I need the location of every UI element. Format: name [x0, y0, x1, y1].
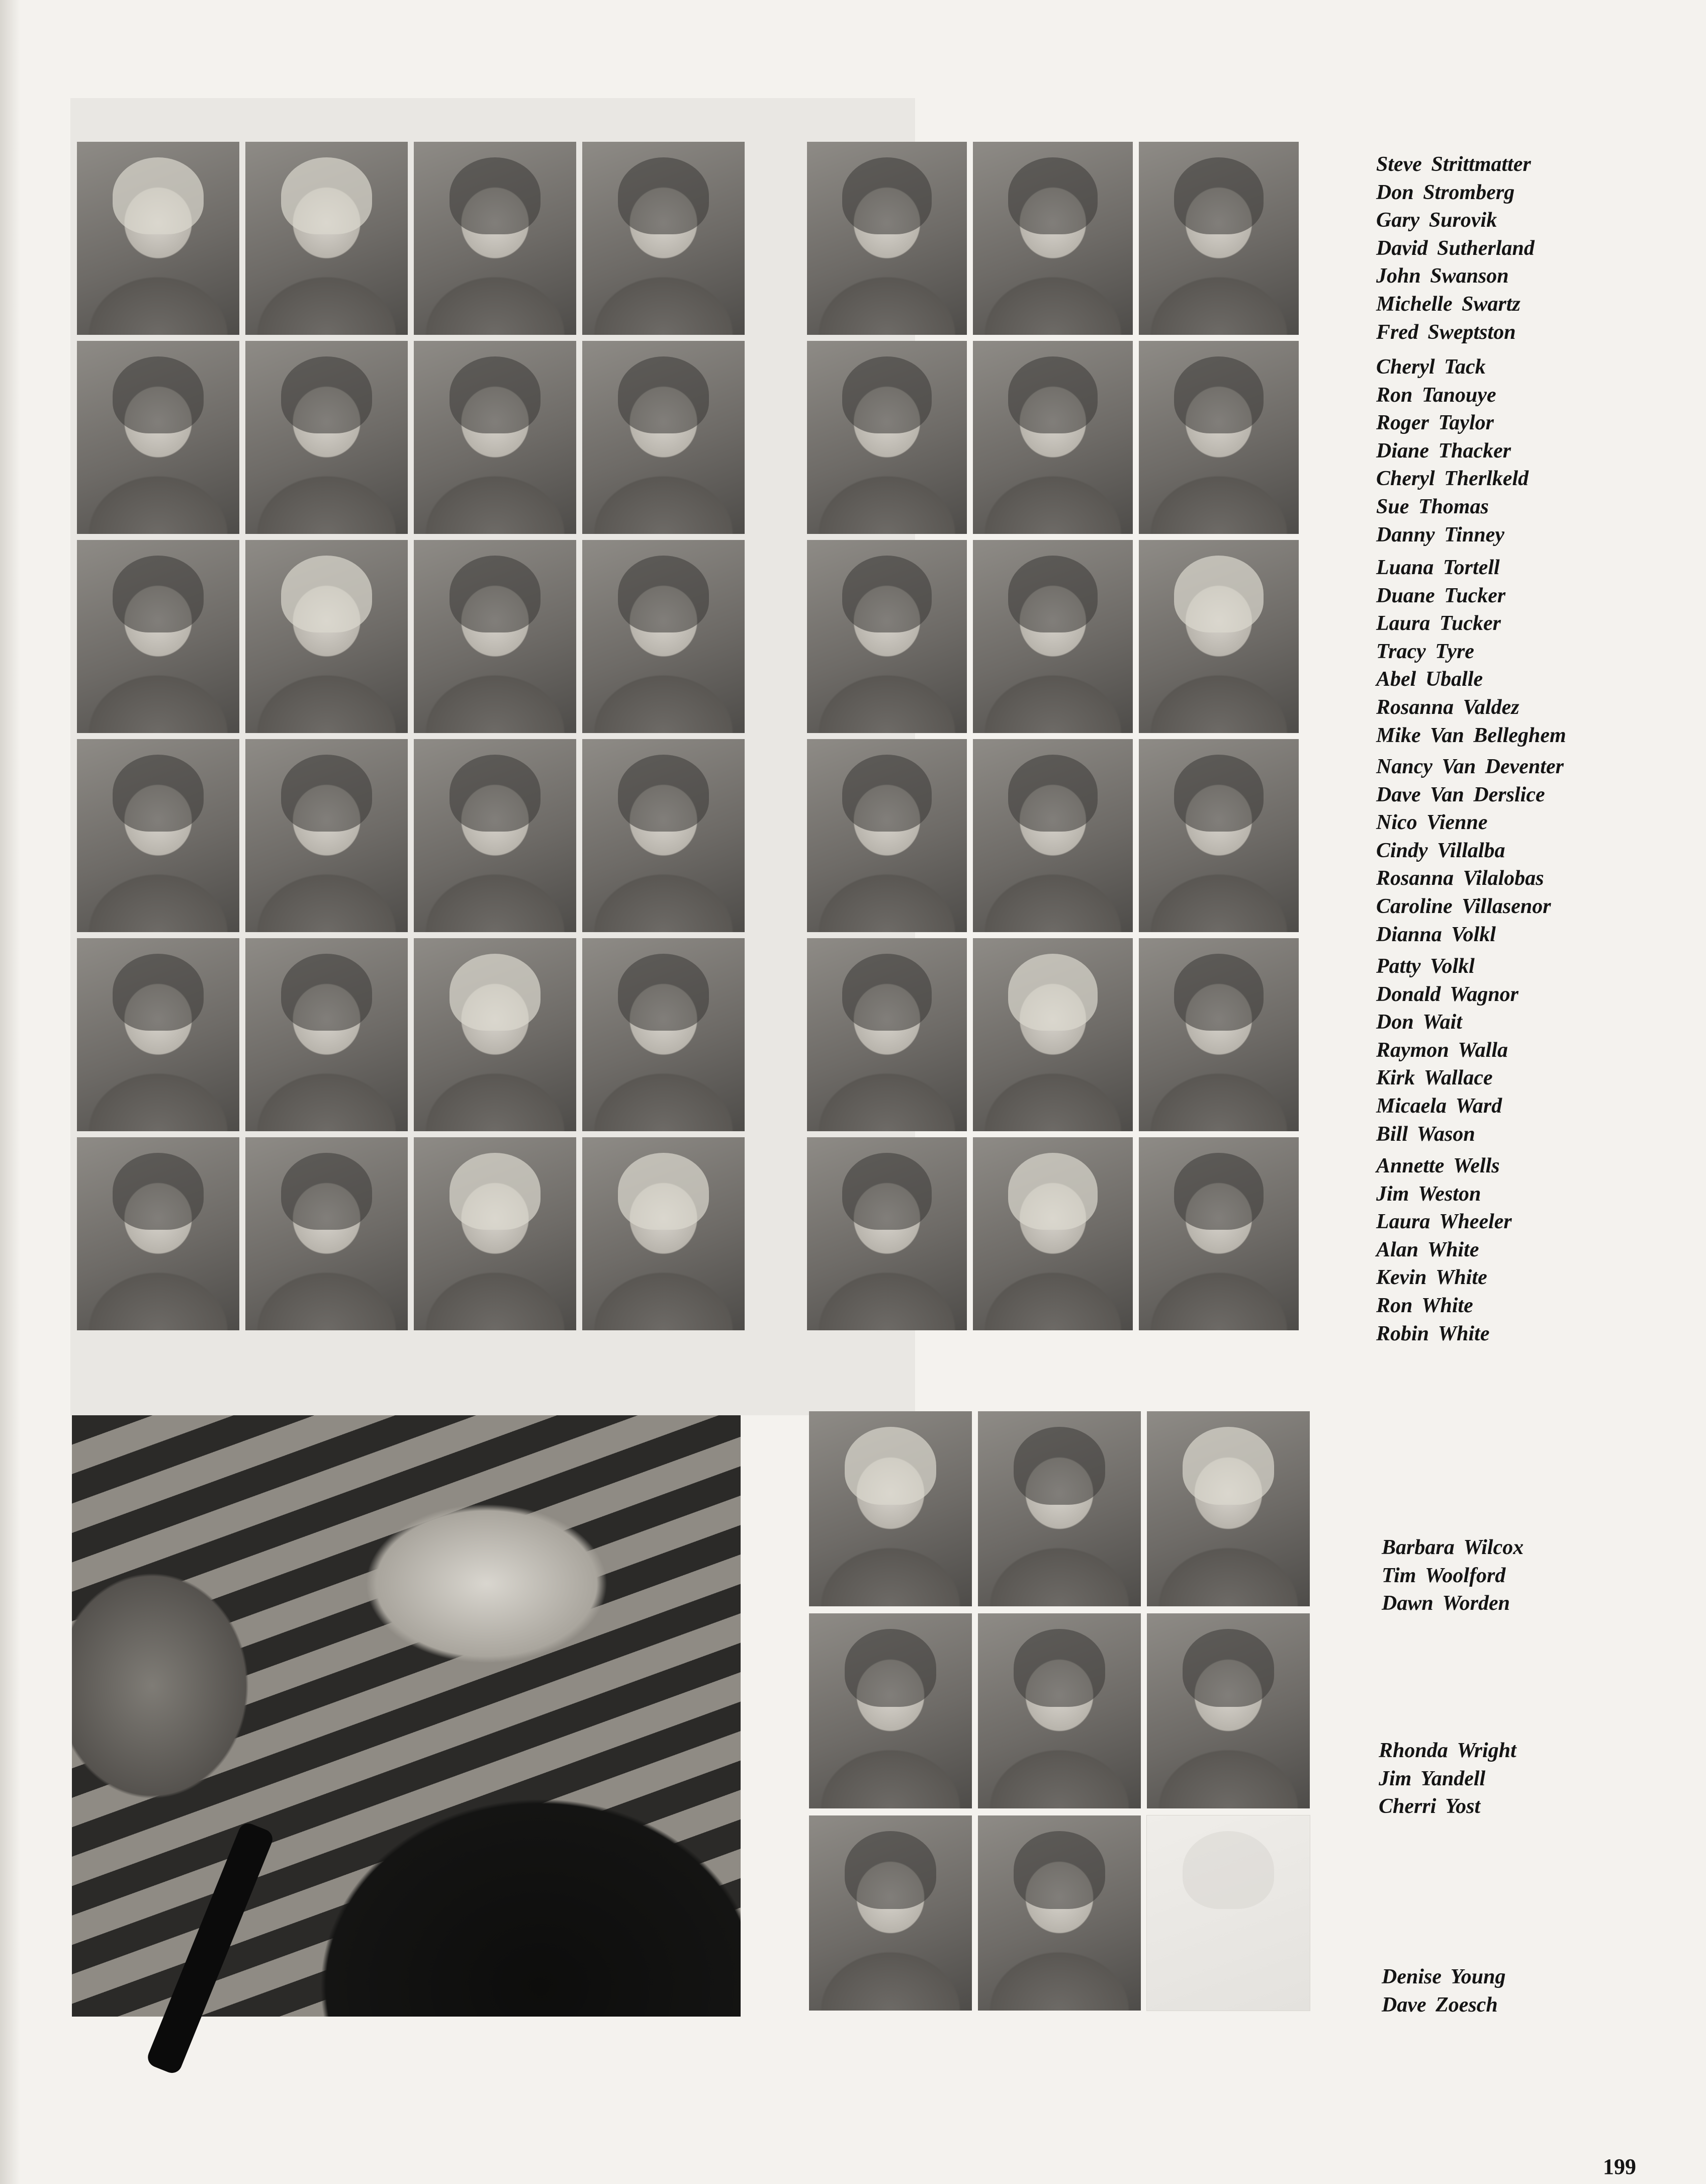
portrait-hair-shape — [842, 356, 932, 434]
portrait-hair-shape — [842, 954, 932, 1031]
portrait-hair-shape — [1174, 157, 1264, 235]
student-name: Alan White — [1376, 1238, 1479, 1261]
portrait-hair-shape — [845, 1629, 936, 1707]
student-portrait — [77, 1137, 239, 1330]
student-name: Tracy Tyre — [1376, 640, 1474, 663]
student-portrait — [807, 142, 967, 335]
student-name: Annette Wells — [1376, 1154, 1500, 1177]
portrait-hair-shape — [1014, 1629, 1105, 1707]
portrait-hair-shape — [842, 157, 932, 235]
student-portrait — [973, 142, 1133, 335]
portrait-hair-shape — [450, 157, 541, 235]
names-group-2 — [1376, 353, 1529, 549]
student-name: Robin White — [1376, 1322, 1490, 1345]
student-name: Rosanna Vilalobas — [1376, 867, 1544, 890]
student-name: Rhonda Wright — [1379, 1739, 1516, 1762]
student-name: Nico Vienne — [1376, 811, 1488, 835]
student-portrait — [1139, 1137, 1299, 1330]
student-name: John Swanson — [1376, 264, 1509, 288]
portrait-hair-shape — [1014, 1831, 1105, 1909]
portrait-hair-shape — [1014, 1427, 1105, 1505]
portrait-hair-shape — [113, 157, 204, 235]
portrait-hair-shape — [281, 157, 372, 235]
student-name: Barbara Wilcox — [1382, 1536, 1524, 1559]
student-name: Diane Thacker — [1376, 439, 1511, 463]
student-name: Mike Van Belleghem — [1376, 723, 1566, 747]
student-name: Donald Wagnor — [1376, 982, 1519, 1006]
student-name: Patty Volkl — [1376, 955, 1475, 978]
portrait-hair-shape — [450, 954, 541, 1031]
portrait-hair-shape — [618, 356, 709, 434]
student-name: Raymon Walla — [1376, 1038, 1508, 1062]
portrait-hair-shape — [618, 755, 709, 832]
student-portrait — [807, 540, 967, 733]
student-portrait — [978, 1613, 1141, 1808]
portrait-hair-shape — [1008, 755, 1098, 832]
portrait-hair-shape — [1008, 1153, 1098, 1230]
names-group-7 — [1382, 1534, 1523, 1618]
student-name: Micaela Ward — [1376, 1094, 1502, 1118]
student-name: Rosanna Valdez — [1376, 695, 1519, 719]
names-group-5 — [1376, 953, 1518, 1148]
student-name: Laura Tucker — [1376, 612, 1501, 635]
student-portrait — [582, 1137, 745, 1330]
student-name: Fred Sweptston — [1376, 320, 1516, 344]
student-name: Nancy Van Deventer — [1376, 755, 1564, 778]
portrait-hair-shape — [450, 356, 541, 434]
student-portrait — [973, 1137, 1133, 1330]
portrait-hair-shape — [1183, 1427, 1274, 1505]
portrait-hair-shape — [1008, 954, 1098, 1031]
student-name: Gary Surovik — [1376, 209, 1497, 232]
portrait-hair-shape — [113, 755, 204, 832]
student-portrait — [582, 341, 745, 534]
student-portrait — [245, 1137, 408, 1330]
student-name: Denise Young — [1382, 1965, 1506, 1988]
portrait-hair-shape — [1174, 1153, 1264, 1230]
student-portrait — [414, 938, 576, 1131]
student-portrait — [1147, 1815, 1310, 2011]
names-group-3 — [1376, 554, 1566, 750]
student-name: Cherri Yost — [1379, 1795, 1481, 1818]
portrait-hair-shape — [281, 755, 372, 832]
portrait-hair-shape — [450, 1153, 541, 1230]
student-portrait — [582, 938, 745, 1131]
names-group-4 — [1376, 753, 1564, 949]
portrait-hair-shape — [842, 755, 932, 832]
student-portrait — [245, 540, 408, 733]
student-name: Abel Uballe — [1376, 668, 1483, 691]
portrait-hair-shape — [842, 556, 932, 633]
student-portrait — [582, 142, 745, 335]
student-name: Ron Tanouye — [1376, 383, 1496, 407]
student-name: Michelle Swartz — [1376, 292, 1520, 316]
page-number: 199 — [1603, 2154, 1636, 2179]
names-group-8 — [1379, 1737, 1516, 1821]
portrait-hair-shape — [450, 556, 541, 633]
student-portrait — [414, 739, 576, 932]
student-portrait — [809, 1815, 972, 2011]
student-name: Dave Zoesch — [1382, 1993, 1498, 2017]
student-portrait — [807, 739, 967, 932]
student-portrait — [1139, 938, 1299, 1131]
student-portrait — [809, 1613, 972, 1808]
student-portrait — [77, 142, 239, 335]
student-name: David Sutherland — [1376, 236, 1535, 260]
student-portrait — [1147, 1411, 1310, 1606]
student-name: Don Wait — [1376, 1011, 1462, 1034]
portrait-hair-shape — [1008, 356, 1098, 434]
student-portrait — [809, 1411, 972, 1606]
portrait-hair-shape — [1008, 556, 1098, 633]
student-portrait — [245, 739, 408, 932]
portrait-hair-shape — [1174, 954, 1264, 1031]
clarinet-shape — [145, 1821, 276, 2076]
student-portrait — [978, 1815, 1141, 2011]
student-portrait — [1147, 1613, 1310, 1808]
student-name: Jim Yandell — [1379, 1767, 1486, 1790]
portrait-hair-shape — [1183, 1629, 1274, 1707]
student-portrait — [978, 1411, 1141, 1606]
student-name: Dave Van Derslice — [1376, 783, 1545, 806]
student-portrait — [245, 938, 408, 1131]
names-group-1 — [1376, 151, 1535, 346]
student-name: Kevin White — [1376, 1266, 1487, 1290]
portrait-hair-shape — [618, 1153, 709, 1230]
student-name: Caroline Villasenor — [1376, 894, 1551, 918]
student-portrait — [245, 142, 408, 335]
portrait-hair-shape — [1183, 1831, 1274, 1909]
student-portrait — [245, 341, 408, 534]
student-name: Tim Woolford — [1382, 1564, 1506, 1587]
student-portrait — [77, 540, 239, 733]
portrait-hair-shape — [113, 556, 204, 633]
portrait-hair-shape — [1008, 157, 1098, 235]
student-name: Dawn Worden — [1382, 1592, 1510, 1615]
student-name: Don Stromberg — [1376, 180, 1515, 204]
portrait-hair-shape — [618, 556, 709, 633]
names-group-9 — [1382, 1963, 1505, 2019]
binding-gutter — [0, 0, 20, 2184]
portrait-hair-shape — [113, 1153, 204, 1230]
student-name: Cheryl Tack — [1376, 355, 1486, 379]
portrait-hair-shape — [281, 954, 372, 1031]
student-portrait — [973, 739, 1133, 932]
portrait-hair-shape — [281, 556, 372, 633]
student-name: Duane Tucker — [1376, 584, 1506, 607]
portrait-hair-shape — [618, 954, 709, 1031]
student-portrait — [973, 938, 1133, 1131]
student-name: Cindy Villalba — [1376, 839, 1505, 862]
student-name: Jim Weston — [1376, 1182, 1481, 1206]
candid-clarinet-photo — [72, 1415, 741, 2017]
portrait-hair-shape — [842, 1153, 932, 1230]
portrait-hair-shape — [450, 755, 541, 832]
student-name: Luana Tortell — [1376, 556, 1500, 579]
student-portrait — [807, 341, 967, 534]
student-name: Roger Taylor — [1376, 411, 1494, 435]
portrait-hair-shape — [845, 1427, 936, 1505]
student-name: Laura Wheeler — [1376, 1210, 1512, 1234]
student-name: Dianna Volkl — [1376, 923, 1496, 946]
student-portrait — [1139, 540, 1299, 733]
student-portrait — [414, 341, 576, 534]
portrait-hair-shape — [1174, 755, 1264, 832]
portrait-hair-shape — [845, 1831, 936, 1909]
student-portrait — [807, 938, 967, 1131]
portrait-hair-shape — [281, 356, 372, 434]
student-portrait — [414, 540, 576, 733]
student-portrait — [973, 540, 1133, 733]
student-portrait — [582, 739, 745, 932]
student-portrait — [414, 142, 576, 335]
student-name: Sue Thomas — [1376, 495, 1489, 518]
student-portrait — [807, 1137, 967, 1330]
student-name: Cheryl Therlkeld — [1376, 467, 1529, 491]
student-portrait — [77, 938, 239, 1131]
portrait-hair-shape — [281, 1153, 372, 1230]
student-portrait — [77, 739, 239, 932]
student-portrait — [973, 341, 1133, 534]
portrait-hair-shape — [1174, 556, 1264, 633]
portrait-hair-shape — [618, 157, 709, 235]
names-group-6 — [1376, 1152, 1512, 1348]
portrait-hair-shape — [113, 954, 204, 1031]
student-portrait — [1139, 341, 1299, 534]
student-name: Danny Tinney — [1376, 523, 1504, 547]
portrait-hair-shape — [1174, 356, 1264, 434]
student-portrait — [582, 540, 745, 733]
student-portrait — [1139, 739, 1299, 932]
student-name: Bill Wason — [1376, 1122, 1475, 1146]
portrait-hair-shape — [113, 356, 204, 434]
student-name: Ron White — [1376, 1294, 1473, 1317]
student-portrait — [1139, 142, 1299, 335]
student-portrait — [414, 1137, 576, 1330]
student-name: Steve Strittmatter — [1376, 153, 1531, 176]
student-portrait — [77, 341, 239, 534]
student-name: Kirk Wallace — [1376, 1066, 1493, 1090]
